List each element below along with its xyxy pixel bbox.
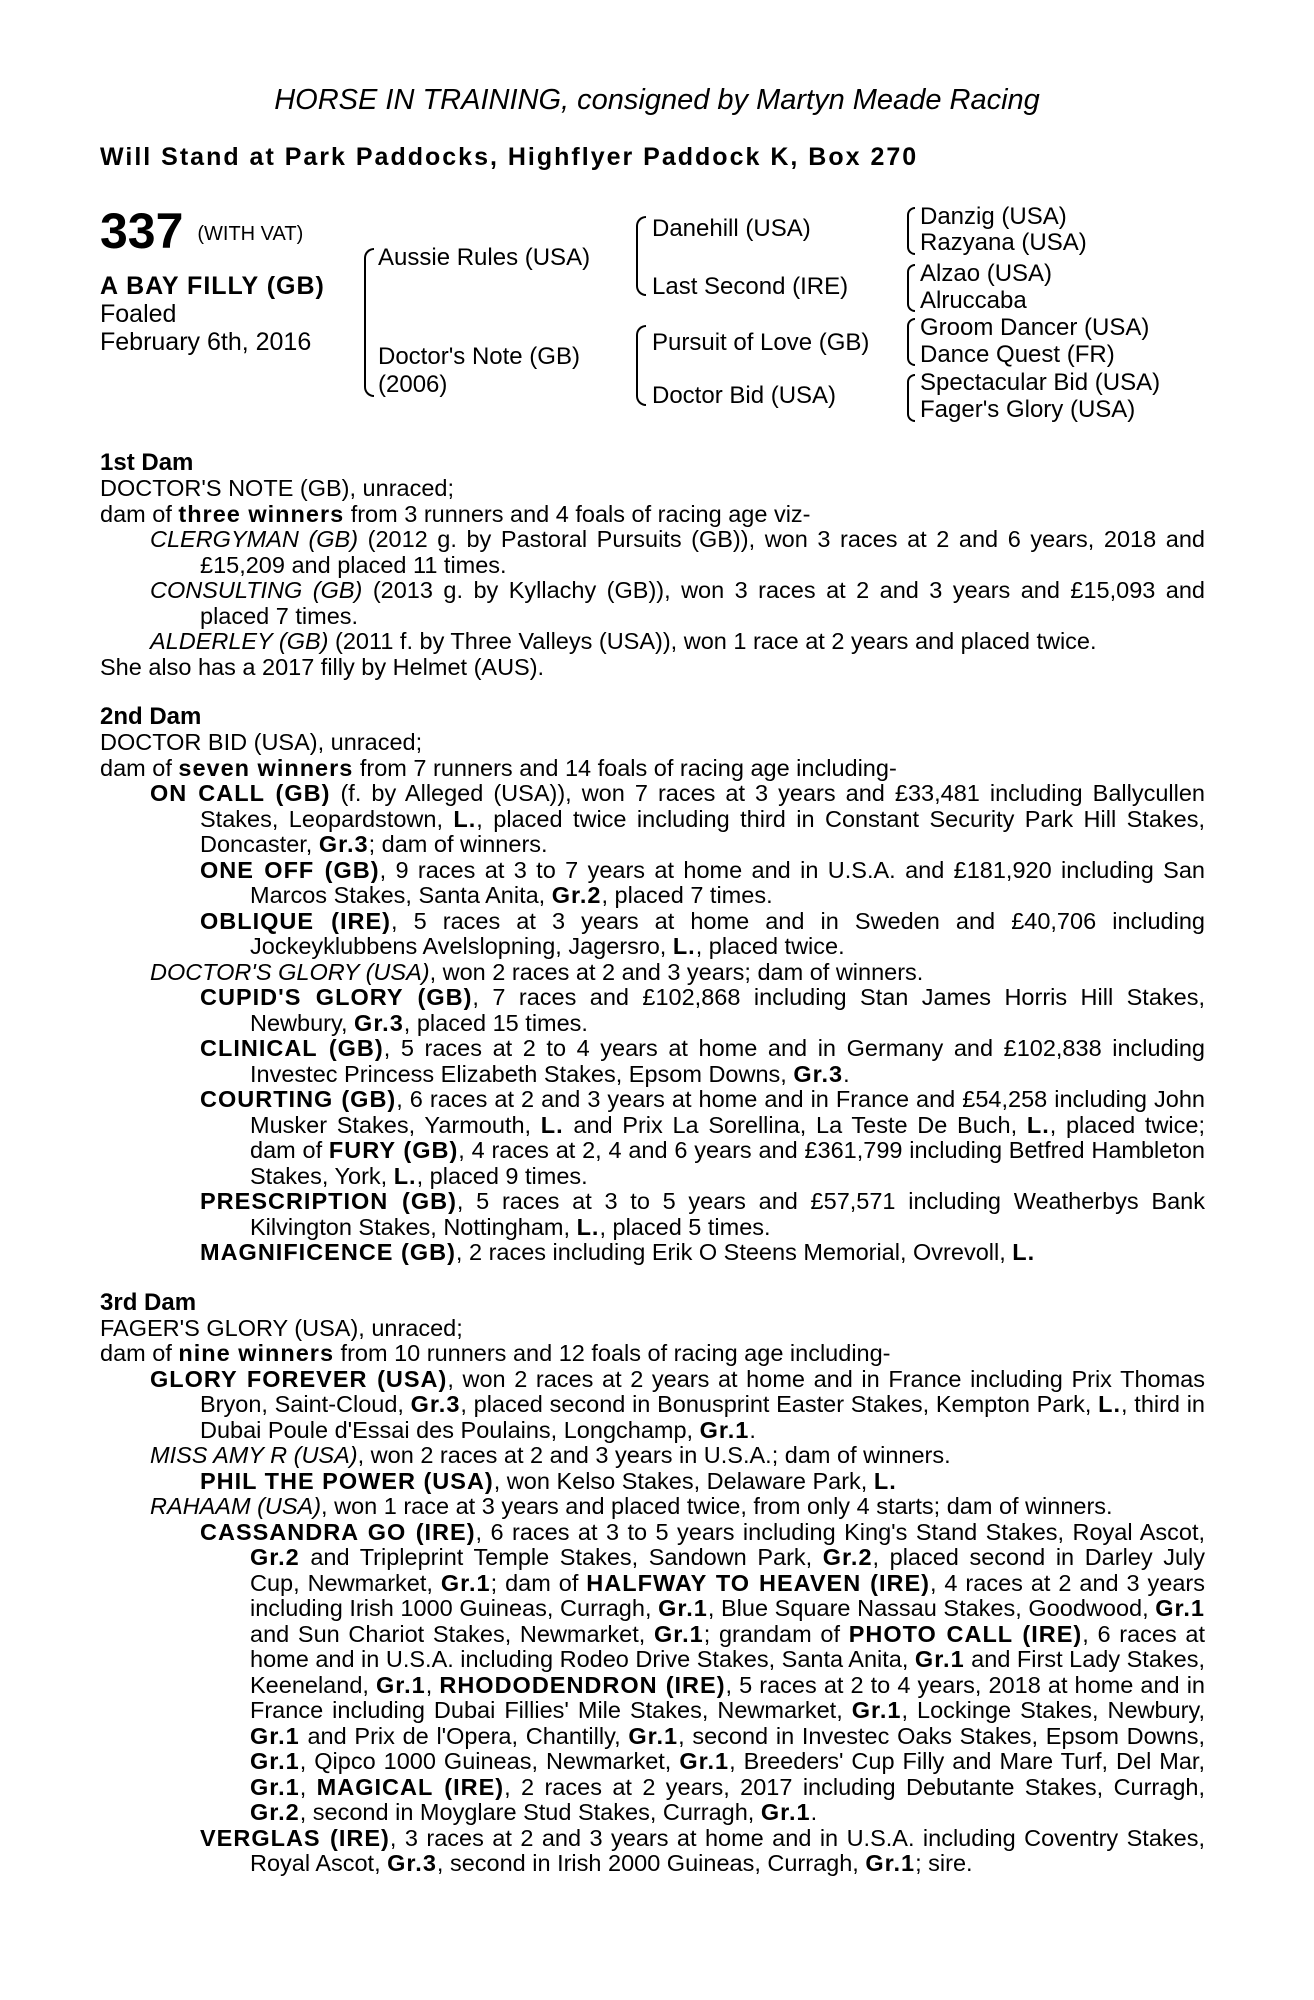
first-dam-produce: dam of three winners from 3 runners and 4 foals of racing age viz- xyxy=(100,500,811,527)
progeny-entry: VERGLAS (IRE), 3 races at 2 and 3 years at home and in U.S.A. including Coventry Stakes, Royal Ascot, Gr.3, second in Irish 2000 Guineas, Curragh, Gr.1; sire. xyxy=(200,1824,1205,1876)
progeny-entry: MISS AMY R (USA), won 2 races at 2 and 3 years in U.S.A.; dam of winners. xyxy=(150,1442,951,1468)
pedigree-dam: Doctor's Note (GB) xyxy=(378,343,580,370)
second-dam-line: DOCTOR BID (USA), unraced; xyxy=(100,729,423,755)
dd-brace xyxy=(907,374,915,422)
lot-info xyxy=(100,205,360,356)
lot-description: A BAY FILLY (GB) xyxy=(100,272,325,300)
sd-brace xyxy=(907,264,915,312)
pedigree-dss: Groom Dancer (USA) xyxy=(920,314,1150,341)
ss-brace xyxy=(907,207,915,255)
progeny-entry: RAHAAM (USA), won 1 race at 3 years and placed twice, from only 4 starts; dam of winners. xyxy=(150,1493,1113,1519)
pedigree-ds: Pursuit of Love (GB) xyxy=(652,329,870,356)
sire-parents-brace xyxy=(636,216,646,296)
pedigree-sds: Alzao (USA) xyxy=(920,260,1053,287)
pedigree-sd: Last Second (IRE) xyxy=(652,273,849,300)
pedigree-ssd: Razyana (USA) xyxy=(920,229,1087,256)
first-dam-also: She also has a 2017 filly by Helmet (AUS). xyxy=(100,653,545,680)
pedigree-sire: Aussie Rules (USA) xyxy=(378,244,591,271)
catalogue-content xyxy=(100,450,1205,1877)
second-dam-produce: dam of seven winners from 7 runners and 14 foals of racing age including- xyxy=(100,754,897,781)
sire-dam-brace xyxy=(364,248,374,397)
lot-number: 337 xyxy=(100,203,184,259)
pedigree-ddd: Fager's Glory (USA) xyxy=(920,396,1136,423)
progeny-entry: MAGNIFICENCE (GB), 2 races including Erik O Steens Memorial, Ovrevoll, L. xyxy=(200,1239,1036,1265)
progeny-entry: ALDERLEY (GB) (2011 f. by Three Valleys (USA)), won 1 race at 2 years and placed twice. xyxy=(150,628,1097,654)
progeny-entry: OBLIQUE (IRE), 5 races at 3 years at home and in Sweden and £40,706 including Jockeyklubbens Avelslopning, Jagersro, L., placed twice. xyxy=(200,907,1205,959)
lot-number-line xyxy=(100,205,360,260)
foaled-label: Foaled xyxy=(100,300,177,328)
progeny-entry: PRESCRIPTION (GB), 5 races at 3 to 5 years and £57,571 including Weatherbys Bank Kilvington Stakes, Nottingham, L., placed 5 times. xyxy=(200,1188,1205,1240)
progeny-entry: DOCTOR'S GLORY (USA), won 2 races at 2 and 3 years; dam of winners. xyxy=(150,958,924,985)
dam-parents-brace xyxy=(636,325,646,406)
progeny-entry: CUPID'S GLORY (GB), 7 races and £102,868 including Stan James Horris Hill Stakes, Newbury, Gr.3, placed 15 times. xyxy=(200,984,1205,1036)
first-dam-line: DOCTOR'S NOTE (GB), unraced; xyxy=(100,475,455,501)
pedigree-ss: Danehill (USA) xyxy=(652,215,811,242)
progeny-entry: COURTING (GB), 6 races at 2 and 3 years at home and in France and £54,258 including John Musker Stakes, Yarmouth, L. and Prix La Sorellina, La Teste De Buch, L., placed twice; dam of FURY (GB), 4 races at 2, 4 and 6 years and £361,799 including Betfred Hambleton Stakes, York, L., placed 9 times. xyxy=(200,1086,1206,1189)
pedigree-dam-year: (2006) xyxy=(378,371,448,398)
third-dam-heading: 3rd Dam xyxy=(100,1288,197,1316)
progeny-entry: CASSANDRA GO (IRE), 6 races at 3 to 5 years including King's Stand Stakes, Royal Ascot, Gr.2 and Tripleprint Temple Stakes, Sandown Park, Gr.2, placed second in Darley July Cup, Newmarket, Gr.1; dam of HALFWAY TO HEAVEN (IRE), 4 races at 2 and 3 years including Irish 1000 Guineas, Curragh, Gr.1, Blue Square Nassau Stakes, Goodwood, Gr.1 and Sun Chariot Stakes, Newmarket, Gr.1; grandam of PHOTO CALL (IRE), 6 races at home and in U.S.A. including Rodeo Drive Stakes, Santa Anita, Gr.1 and First Lady Stakes, Keeneland, Gr.1, RHODODENDRON (IRE), 5 races at 2 to 4 years, 2018 at home and in France including Dubai Fillies' Mile Stakes, Newmarket, Gr.1, Lockinge Stakes, Newbury, Gr.1 and Prix de l'Opera, Chantilly, Gr.1, second in Investec Oaks Stakes, Epsom Downs, Gr.1, Qipco 1000 Guineas, Newmarket, Gr.1, Breeders' Cup Filly and Mare Turf, Del Mar, Gr.1, MAGICAL (IRE), 2 races at 2 years, 2017 including Debutante Stakes, Curragh, Gr.2, second in Moyglare Stud Stakes, Curragh, Gr.1. xyxy=(200,1518,1206,1825)
first-dam-heading: 1st Dam xyxy=(100,449,194,476)
pedigree-dsd: Dance Quest (FR) xyxy=(920,341,1115,368)
pedigree-dd: Doctor Bid (USA) xyxy=(652,382,837,409)
second-dam-heading: 2nd Dam xyxy=(100,703,202,730)
stand-location: Will Stand at Park Paddocks, Highflyer Paddock K, Box 270 xyxy=(100,143,919,171)
progeny-entry: PHIL THE POWER (USA), won Kelso Stakes, Delaware Park, L. xyxy=(200,1467,897,1494)
pedigree-sdd: Alruccaba xyxy=(920,287,1027,314)
progeny-entry: ONE OFF (GB), 9 races at 3 to 7 years at home and in U.S.A. and £181,920 including San Marcos Stakes, Santa Anita, Gr.2, placed 7 times. xyxy=(200,856,1205,908)
foaled-date: February 6th, 2016 xyxy=(100,328,312,356)
progeny-entry: CLINICAL (GB), 5 races at 2 to 4 years at home and in Germany and £102,838 including Investec Princess Elizabeth Stakes, Epsom Downs, Gr.3. xyxy=(200,1035,1205,1087)
pedigree-dds: Spectacular Bid (USA) xyxy=(920,369,1161,396)
progeny-entry: ON CALL (GB) (f. by Alleged (USA)), won 7 races at 3 years and £33,481 including Ballycullen Stakes, Leopardstown, L., placed twice including third in Constant Security Park Hill Stakes, Doncaster, Gr.3; dam of winners. xyxy=(150,780,1205,857)
third-dam-line: FAGER'S GLORY (USA), unraced; xyxy=(100,1314,463,1341)
progeny-entry: CLERGYMAN (GB) (2012 g. by Pastoral Pursuits (GB)), won 3 races at 2 and 6 years, 2018 and £15,209 and placed 11 times. xyxy=(150,526,1205,578)
consignor-heading: HORSE IN TRAINING, consigned by Martyn Meade Racing xyxy=(274,84,1040,116)
ds-brace xyxy=(907,318,915,366)
progeny-entry: CONSULTING (GB) (2013 g. by Kyllachy (GB)), won 3 races at 2 and 3 years and £15,093 and placed 7 times. xyxy=(150,577,1205,629)
pedigree-sss: Danzig (USA) xyxy=(920,203,1067,230)
third-dam-produce: dam of nine winners from 10 runners and 12 foals of racing age including- xyxy=(100,1340,891,1366)
vat-note: (WITH VAT) xyxy=(197,223,304,245)
progeny-entry: GLORY FOREVER (USA), won 2 races at 2 years at home and in France including Prix Thomas Bryon, Saint-Cloud, Gr.3, placed second in Bonusprint Easter Stakes, Kempton Park, L., third in Dubai Poule d'Essai des Poulains, Longchamp, Gr.1. xyxy=(150,1365,1205,1443)
